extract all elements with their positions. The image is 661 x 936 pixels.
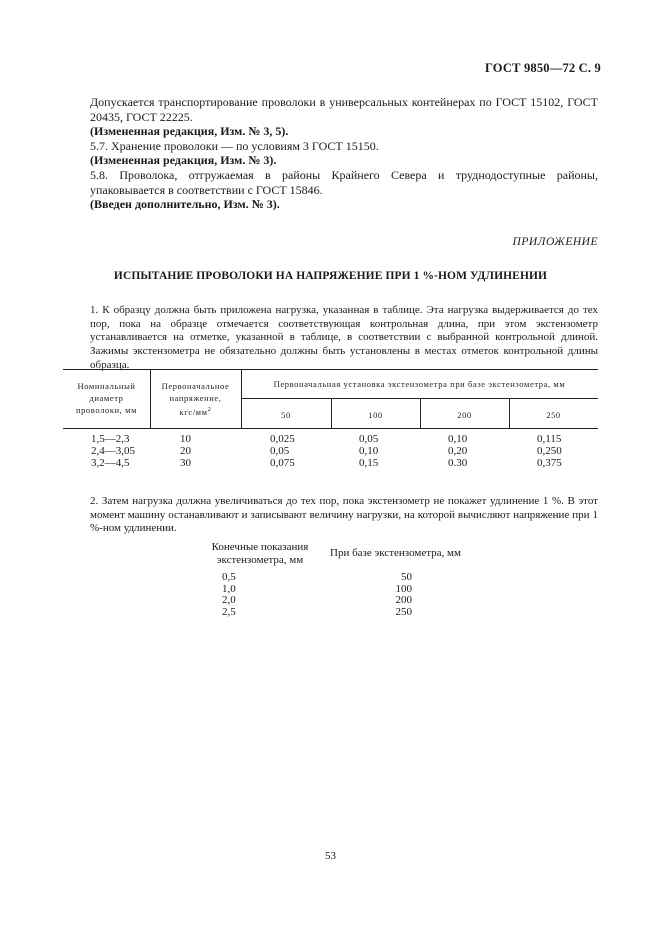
- header-diameter: Номинальный диаметр проволоки, мм: [75, 381, 138, 415]
- final-readings-header: Конечные показания экстензометра, мм: [211, 541, 309, 566]
- header-base-250: 250: [546, 410, 561, 420]
- paragraph-2: 2. Затем нагрузка должна увеличиваться до тех пор, пока экстензометр не покажет удлинение 1 %. В этот момент машину останавливают и записывают величину нагрузки, на которой вычисляют напряжение при 1 %-ном удлинении.: [90, 495, 598, 535]
- list-item: 50: [401, 571, 412, 583]
- document-header: ГОСТ 9850—72 С. 9: [484, 61, 601, 75]
- list-item: 1,0: [222, 582, 236, 595]
- list-item: 200: [395, 594, 412, 607]
- list-item: 2,0: [222, 594, 236, 607]
- header-base-200: 200: [457, 410, 472, 420]
- amendment-note-1: (Измененная редакция, Изм. № 3, 5).: [90, 124, 289, 139]
- list-item: 0,5: [222, 571, 236, 583]
- page-number: 53: [325, 850, 336, 862]
- header-base-50: 50: [281, 410, 291, 420]
- storage-section: [90, 95, 598, 212]
- header-initial-stress: Первоначальное напряжение, кгс/$мм^2$: [161, 381, 230, 417]
- appendix-title: ИСПЫТАНИЕ ПРОВОЛОКИ НА НАПРЯЖЕНИЕ ПРИ 1 %-НОМ УДЛИНЕНИИ: [113, 270, 548, 282]
- document-page: ГОСТ 9850—72 С. 9 Допускается транспортирование проволоки в универсальных контейнерах по ГОСТ 15102, ГОСТ 20435, ГОСТ 22225. (Измененная редакция, Изм. № 3, 5). 5.7. Хранение проволоки — по условиям 3 ГОСТ 15150. (Измененная редакция, Изм. № 3). 5.8. Проволока, отгружаемая в районы Крайнего Севера и труднодоступные районы, упаковывается в соответствии с ГОСТ 15846. (Введен дополнительно, Изм. № 3). ПРИЛОЖЕНИЕ ИСПЫТАНИЕ ПРОВОЛОКИ НА НАПРЯЖЕНИЕ ПРИ 1 %-НОМ УДЛИНЕНИИ 1. К образцу должна быть приложена нагрузка, указанная в таблице. Эта нагрузка выдерживается до тех пор, пока на образце отмечается соответствующая контрольная длина, при этом экстензометр устанавливается на отметке, указанной в таблице, в соответствии с выбранной контрольной длиной. Зажимы экстензометра не обязательно должны быть установлены в местах отметок контрольной длины образца. Номинальный диаметр проволоки, мм Первоначальное напряжение, кгс/$мм^2$ Первоначальная установка экстензометра при базе экстензометра, мм 50 100 200 250 1,5—2,3 10 0,025 0,05 0,10 0,115 2,4—3,05 20 0,05 0,10 0,20 0,250 3,2—4,5 30 0,075 0,15 0.30 0,375 2. Затем нагрузка должна увеличиваться до тех пор, пока экстензометр не покажет удлинение 1 %. В этот момент машину останавливают и записывают величину нагрузки, на которой вычисляют напряжение при 1 %-ном удлинении. Конечные показания экстензометра, мм При базе экстензометра, мм 0,5 1,0 2,0 2,5 50 100 200 250 53: [0, 0, 661, 936]
- list-item: 100: [395, 582, 412, 595]
- final-readings-column: [222, 572, 236, 618]
- header-extensometer-setting: Первоначальная установка экстензометра при базе экстензометра, мм: [273, 379, 566, 389]
- base-header: При базе экстензометра, мм: [330, 547, 461, 559]
- list-item: 250: [395, 605, 412, 618]
- clause-5-8: 5.8. Проволока, отгружаемая в районы Крайнего Севера и труднодоступные районы, упаковывается в соответствии с ГОСТ 15846.: [90, 167, 598, 197]
- clause-5-7: 5.7. Хранение проволоки — по условиям 3 ГОСТ 15150.: [90, 138, 379, 153]
- paragraph-1: 1. К образцу должна быть приложена нагрузка, указанная в таблице. Эта нагрузка выдерживается до тех пор, пока на образце отмечается соответствующая контрольная длина, при этом экстензометр устанавливается на отметке, указанной в таблице, в соответствии с выбранной контрольной длиной. Зажимы экстензометра не обязательно должны быть установлены в местах отметок контрольной длины образца.: [90, 304, 598, 371]
- table-top-rule: [63, 369, 598, 370]
- table-header-rule: [63, 428, 598, 429]
- amendment-note-3: (Введен дополнительно, Изм. № 3).: [90, 197, 280, 212]
- header-base-100: 100: [368, 410, 383, 420]
- transport-paragraph: Допускается транспортирование проволоки в универсальных контейнерах по ГОСТ 15102, ГОСТ 20435, ГОСТ 22225.: [90, 95, 598, 124]
- list-item: 2,5: [222, 605, 236, 618]
- appendix-label: ПРИЛОЖЕНИЕ: [512, 236, 598, 248]
- base-column: [380, 572, 412, 618]
- amendment-note-2: (Измененная редакция, Изм. № 3).: [90, 153, 277, 168]
